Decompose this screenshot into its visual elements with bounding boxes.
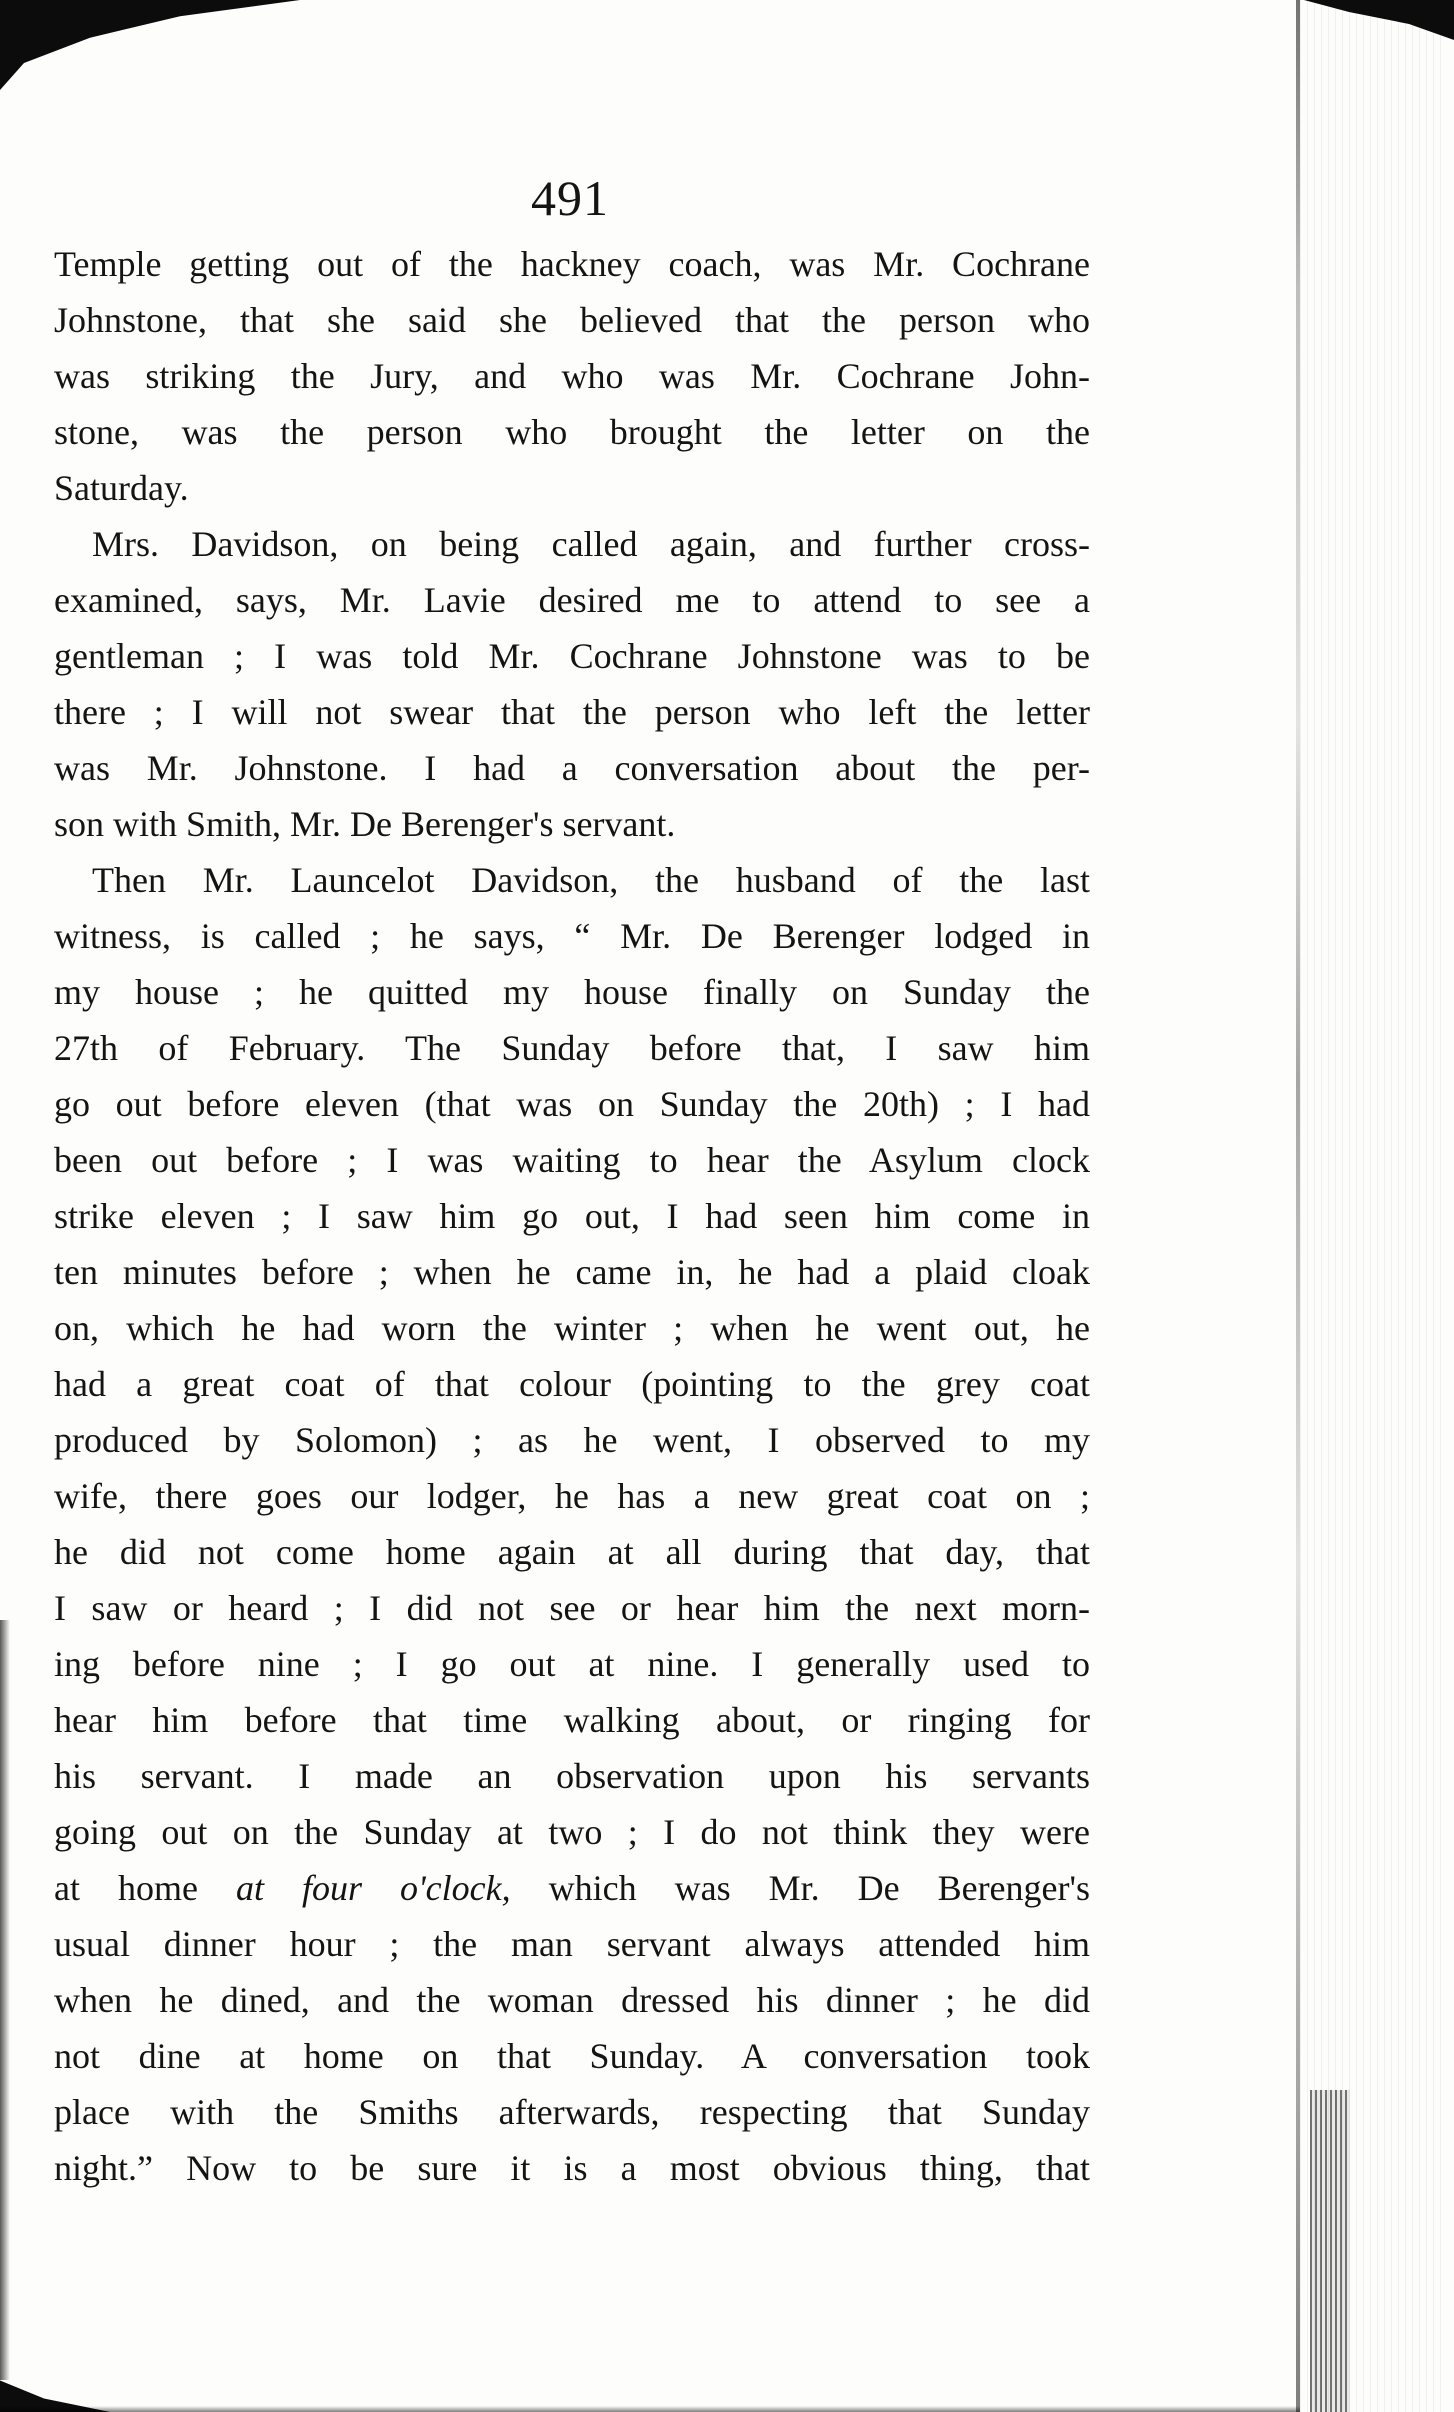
text-line: Mrs. Davidson, on being called again, and further cross- <box>92 524 1090 564</box>
text-line: there ; I will not swear that the person who left the letter <box>54 692 1090 732</box>
text-line: Then Mr. Launcelot Davidson, the husband of the last <box>92 860 1090 900</box>
left-edge-shadow <box>0 1620 10 2380</box>
text-line: strike eleven ; I saw him go out, I had seen him come in <box>54 1196 1090 1236</box>
italic-text-run: at four o'clock, <box>235 1868 511 1908</box>
text-line: Saturday. <box>54 468 189 508</box>
text-line: not dine at home on that Sunday. A conversation took <box>54 2036 1090 2076</box>
text-line-mixed <box>54 1860 1090 1916</box>
text-line: stone, was the person who brought the letter on the <box>54 412 1090 452</box>
text-line: son with Smith, Mr. De Berenger's servant. <box>54 804 676 844</box>
text-line: produced by Solomon) ; as he went, I observed to my <box>54 1420 1090 1460</box>
text-line: ten minutes before ; when he came in, he had a plaid cloak <box>54 1252 1090 1292</box>
text-line: place with the Smiths afterwards, respecting that Sunday <box>54 2092 1090 2132</box>
text-line: my house ; he quitted my house finally on Sunday the <box>54 972 1090 1012</box>
text-line: had a great coat of that colour (pointing to the grey coat <box>54 1364 1090 1404</box>
text-line: Temple getting out of the hackney coach, was Mr. Cochrane <box>54 244 1090 284</box>
text-line: go out before eleven (that was on Sunday the 20th) ; I had <box>54 1084 1090 1124</box>
text-line: 27th of February. The Sunday before that, I saw him <box>54 1028 1090 1068</box>
text-line: usual dinner hour ; the man servant always attended him <box>54 1924 1090 1964</box>
text-line: Johnstone, that she said she believed that the person who <box>54 300 1090 340</box>
page-number: 491 <box>531 170 609 226</box>
text-line: was striking the Jury, and who was Mr. Cochrane John- <box>54 356 1090 396</box>
text-line: I saw or heard ; I did not see or hear him the next morn- <box>54 1588 1090 1628</box>
bottom-edge-shadow <box>0 2406 1300 2412</box>
text-line: witness, is called ; he says, “ Mr. De Berenger lodged in <box>54 916 1090 956</box>
text-line: going out on the Sunday at two ; I do not think they were <box>54 1812 1090 1852</box>
text-line: was Mr. Johnstone. I had a conversation about the per- <box>54 748 1090 788</box>
scan-shadow-top-left <box>0 0 300 90</box>
text-run: at home <box>54 1868 236 1908</box>
body-text <box>54 236 1090 2196</box>
text-line: examined, says, Mr. Lavie desired me to attend to see a <box>54 580 1090 620</box>
text-line: been out before ; I was waiting to hear the Asylum clock <box>54 1140 1090 1180</box>
page-gutter-line <box>1296 0 1300 2412</box>
text-line: ing before nine ; I go out at nine. I generally used to <box>54 1644 1090 1684</box>
text-line: hear him before that time walking about, or ringing for <box>54 1700 1090 1740</box>
page-edge-texture <box>1294 0 1444 2412</box>
text-run: which was Mr. De Berenger's <box>510 1868 1090 1908</box>
text-line: night.” Now to be sure it is a most obvious thing, that <box>54 2148 1090 2188</box>
text-line: gentleman ; I was told Mr. Cochrane Johnstone was to be <box>54 636 1090 676</box>
text-line: wife, there goes our lodger, he has a new great coat on ; <box>54 1476 1090 1516</box>
page-edge-stack <box>1310 2090 1350 2412</box>
text-line: his servant. I made an observation upon his servants <box>54 1756 1090 1796</box>
text-line: on, which he had worn the winter ; when he went out, he <box>54 1308 1090 1348</box>
text-line: he did not come home again at all during that day, that <box>54 1532 1090 1572</box>
text-line: when he dined, and the woman dressed his dinner ; he did <box>54 1980 1090 2020</box>
